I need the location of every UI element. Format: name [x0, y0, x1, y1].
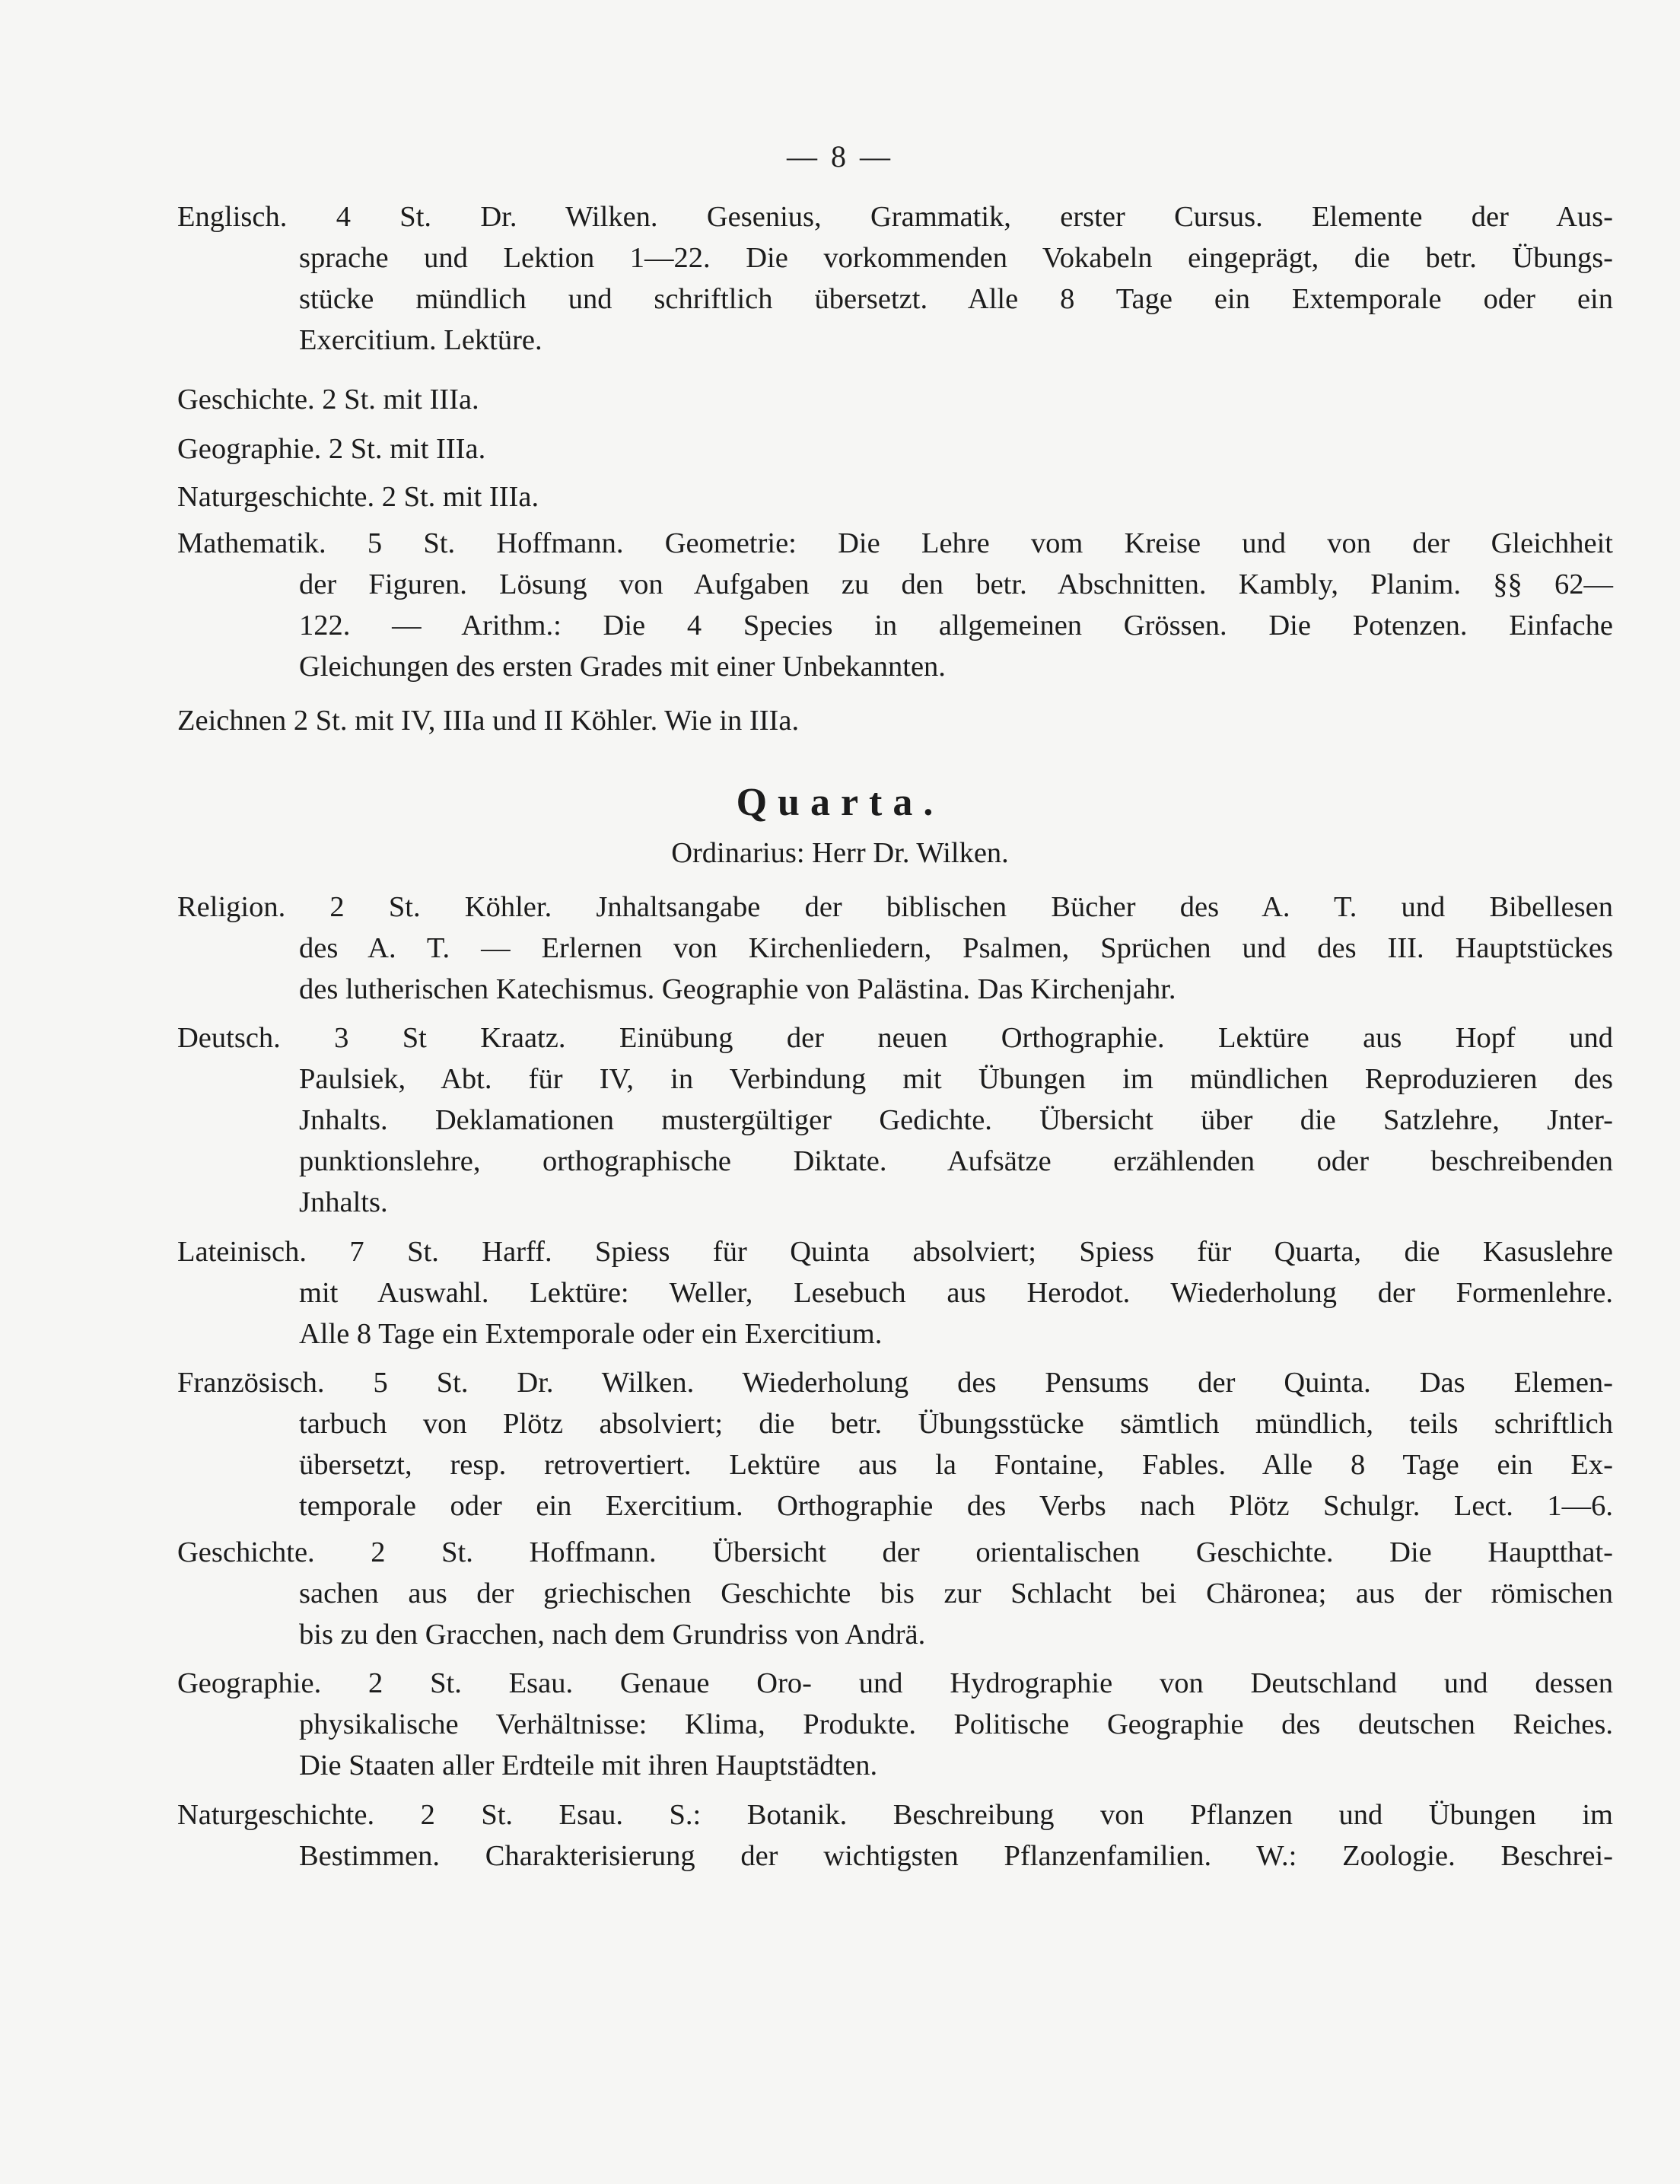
- entry-line: Zeichnen 2 St. mit IV, IIIa und II Köhler. Wie in IIIa.: [177, 705, 800, 737]
- entry-line: punktionslehre, orthographische Diktate. Aufsätze erzählenden oder beschreibenden: [299, 1145, 1613, 1177]
- entry-line: Alle 8 Tage ein Extemporale oder ein Exercitium.: [299, 1318, 883, 1350]
- entry-line: Deutsch. 3 St Kraatz. Einübung der neuen Orthographie. Lektüre aus Hopf und: [177, 1022, 1613, 1054]
- ordinarius-line: Ordinarius: Herr Dr. Wilken.: [671, 837, 1009, 869]
- entry-line: tarbuch von Plötz absolviert; die betr. Übungsstücke sämtlich mündlich, teils schriftlich: [299, 1408, 1613, 1440]
- entry-franzoesisch: [177, 1362, 1613, 1527]
- entry-line: Religion. 2 St. Köhler. Jnhaltsangabe der biblischen Bücher des A. T. und Bibellesen: [177, 891, 1613, 923]
- entry-line: des lutherischen Katechismus. Geographie von Palästina. Das Kirchenjahr.: [299, 973, 1176, 1005]
- entry-line: des A. T. — Erlernen von Kirchenliedern, Psalmen, Sprüchen und des III. Hauptstückes: [299, 932, 1613, 964]
- entry-line: Naturgeschichte. 2 St. Esau. S.: Botanik. Beschreibung von Pflanzen und Übungen im: [177, 1799, 1613, 1831]
- page-number: — 8 —: [787, 139, 893, 174]
- entry-mathematik: [177, 523, 1613, 687]
- entry-geographie: [177, 428, 1613, 470]
- entry-line: Mathematik. 5 St. Hoffmann. Geometrie: Die Lehre vom Kreise und von der Gleichheit: [177, 527, 1613, 559]
- entry-line: Jnhalts.: [299, 1186, 388, 1218]
- entry-line: Lateinisch. 7 St. Harff. Spiess für Quinta absolviert; Spiess für Quarta, die Kasuslehre: [177, 1236, 1613, 1268]
- entry-religion: [177, 887, 1613, 1010]
- entry-lateinisch: [177, 1231, 1613, 1355]
- entry-line: physikalische Verhältnisse: Klima, Produkte. Politische Geographie des deutschen Reiches.: [299, 1708, 1613, 1740]
- entry-geschichte: [177, 379, 1613, 420]
- entry-line: bis zu den Gracchen, nach dem Grundriss von Andrä.: [299, 1619, 926, 1651]
- entry-line: Geschichte. 2 St. mit IIIa.: [177, 384, 479, 415]
- entry-line: temporale oder ein Exercitium. Orthographie des Verbs nach Plötz Schulgr. Lect. 1—6.: [299, 1490, 1613, 1522]
- entry-line: übersetzt, resp. retrovertiert. Lektüre aus la Fontaine, Fables. Alle 8 Tage ein Ex-: [299, 1449, 1613, 1481]
- section-title: Quarta.: [736, 781, 944, 824]
- entry-naturgeschichte-quarta: [177, 1794, 1613, 1877]
- entry-englisch: [177, 196, 1613, 361]
- entry-line: der Figuren. Lösung von Aufgaben zu den betr. Abschnitten. Kambly, Planim. §§ 62—: [299, 568, 1613, 600]
- entry-line: sachen aus der griechischen Geschichte bis zur Schlacht bei Chäronea; aus der römischen: [299, 1578, 1613, 1609]
- entry-zeichnen: [177, 700, 1613, 741]
- entry-line: Geographie. 2 St. Esau. Genaue Oro- und Hydrographie von Deutschland und dessen: [177, 1667, 1613, 1699]
- entry-line: mit Auswahl. Lektüre: Weller, Lesebuch aus Herodot. Wiederholung der Formenlehre.: [299, 1277, 1613, 1309]
- entry-line: Naturgeschichte. 2 St. mit IIIa.: [177, 481, 539, 513]
- entry-line: Paulsiek, Abt. für IV, in Verbindung mit Übungen im mündlichen Reproduzieren des: [299, 1063, 1613, 1095]
- entry-line: 122. — Arithm.: Die 4 Species in allgemeinen Grössen. Die Potenzen. Einfache: [299, 610, 1613, 642]
- entry-naturgeschichte: [177, 476, 1613, 517]
- entry-line: stücke mündlich und schriftlich übersetzt. Alle 8 Tage ein Extemporale oder ein: [299, 283, 1613, 315]
- entry-line: Geographie. 2 St. mit IIIa.: [177, 433, 486, 465]
- entry-line: Englisch. 4 St. Dr. Wilken. Gesenius, Grammatik, erster Cursus. Elemente der Aus-: [177, 201, 1613, 233]
- entry-line: Französisch. 5 St. Dr. Wilken. Wiederholung des Pensums der Quinta. Das Elemen-: [177, 1367, 1613, 1399]
- entry-line: sprache und Lektion 1—22. Die vorkommenden Vokabeln eingeprägt, die betr. Übungs-: [299, 242, 1613, 274]
- entry-geschichte-quarta: [177, 1532, 1613, 1655]
- entry-deutsch: [177, 1017, 1613, 1223]
- entry-geographie-quarta: [177, 1663, 1613, 1786]
- entry-line: Bestimmen. Charakterisierung der wichtigsten Pflanzenfamilien. W.: Zoologie. Beschrei-: [299, 1840, 1613, 1872]
- entry-line: Exercitium. Lektüre.: [299, 324, 542, 356]
- entry-line: Gleichungen des ersten Grades mit einer Unbekannten.: [299, 651, 946, 683]
- entry-line: Jnhalts. Deklamationen mustergültiger Gedichte. Übersicht über die Satzlehre, Jnter-: [299, 1104, 1613, 1136]
- entry-line: Geschichte. 2 St. Hoffmann. Übersicht der orientalischen Geschichte. Die Hauptthat-: [177, 1536, 1613, 1568]
- entry-line: Die Staaten aller Erdteile mit ihren Hauptstädten.: [299, 1749, 878, 1781]
